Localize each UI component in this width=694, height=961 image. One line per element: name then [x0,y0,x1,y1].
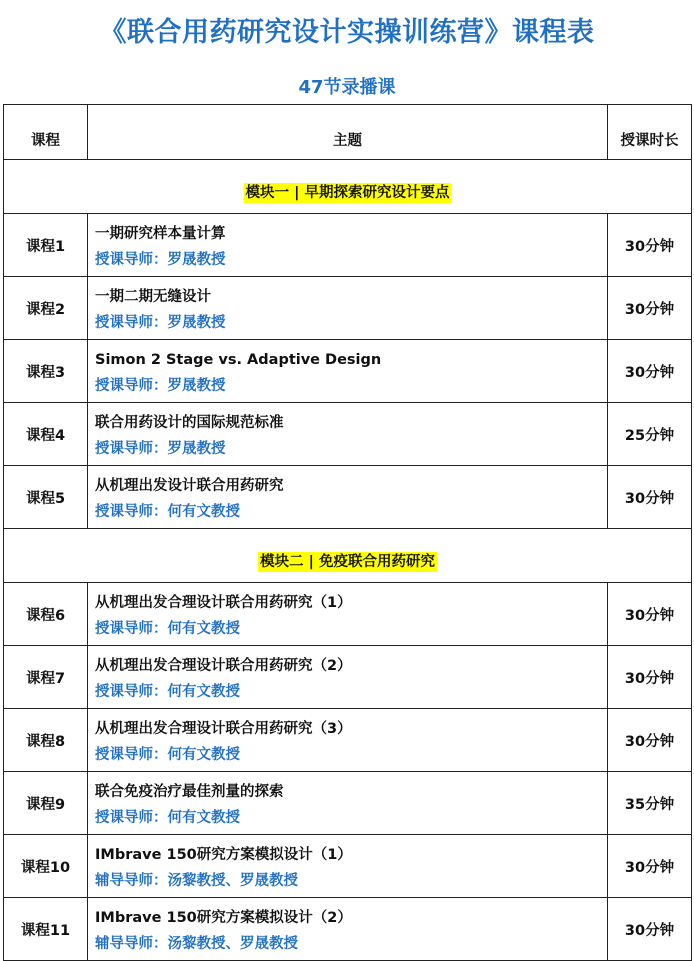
lesson-topic: 从机理出发合理设计联合用药研究（3） [95,721,352,737]
lesson-number: 课程2 [4,277,88,340]
page-title: 《联合用药研究设计实操训练营》课程表 [99,17,595,48]
lesson-duration: 35分钟 [608,772,692,835]
lesson-topic-cell [88,772,608,835]
lesson-teacher: 授课导师：何有文教授 [95,504,240,520]
table-row [4,403,692,466]
lesson-teacher: 授课导师：何有文教授 [95,684,240,700]
lesson-duration: 25分钟 [608,403,692,466]
lesson-topic-cell [88,466,608,529]
table-row [4,646,692,709]
lesson-teacher: 授课导师：罗晟教授 [95,252,226,268]
lesson-topic: Simon 2 Stage vs. Adaptive Design [95,352,382,368]
lesson-teacher: 授课导师：罗晟教授 [95,378,226,394]
table-row [4,583,692,646]
lesson-number: 课程9 [4,772,88,835]
lesson-number: 课程10 [4,835,88,898]
header-duration: 授课时长 [608,105,692,160]
lesson-teacher: 授课导师：何有文教授 [95,810,240,826]
table-header-row [4,105,692,160]
lesson-topic: 一期二期无缝设计 [95,289,211,305]
table-row [4,277,692,340]
schedule-table [3,104,692,961]
lesson-duration: 30分钟 [608,340,692,403]
lesson-topic: 从机理出发合理设计联合用药研究（2） [95,658,352,674]
lesson-number: 课程7 [4,646,88,709]
lesson-teacher: 授课导师：何有文教授 [95,747,240,763]
lesson-number: 课程4 [4,403,88,466]
lesson-teacher: 授课导师：何有文教授 [95,621,240,637]
lesson-topic: 从机理出发合理设计联合用药研究（1） [95,595,352,611]
lesson-topic-cell [88,583,608,646]
lesson-duration: 30分钟 [608,898,692,961]
header-lesson: 课程 [4,105,88,160]
lesson-teacher: 辅导导师：汤黎教授、罗晟教授 [95,873,298,889]
lesson-duration: 30分钟 [608,466,692,529]
table-row [4,898,692,961]
lesson-duration: 30分钟 [608,277,692,340]
lesson-topic-cell [88,835,608,898]
lesson-teacher: 授课导师：罗晟教授 [95,441,226,457]
header-topic: 主题 [88,105,608,160]
module-row [4,160,692,214]
module-title: 模块一 | 早期探索研究设计要点 [245,185,450,201]
lesson-number: 课程3 [4,340,88,403]
lesson-number: 课程6 [4,583,88,646]
lesson-topic: IMbrave 150研究方案模拟设计（2） [95,910,352,926]
module-cell [4,529,692,583]
lesson-topic-cell [88,646,608,709]
lesson-topic-cell [88,214,608,277]
table-row [4,466,692,529]
lesson-teacher: 授课导师：罗晟教授 [95,315,226,331]
lesson-topic-cell [88,403,608,466]
table-row [4,340,692,403]
module-cell [4,160,692,214]
table-row [4,214,692,277]
lesson-duration: 30分钟 [608,646,692,709]
table-row [4,835,692,898]
lesson-topic: 联合用药设计的国际规范标准 [95,415,284,431]
lesson-topic-cell [88,340,608,403]
module-row [4,529,692,583]
lesson-topic: 一期研究样本量计算 [95,226,226,242]
lesson-topic: IMbrave 150研究方案模拟设计（1） [95,847,352,863]
lesson-topic: 联合免疫治疗最佳剂量的探索 [95,784,284,800]
lesson-number: 课程1 [4,214,88,277]
table-row [4,709,692,772]
module-title: 模块二 | 免疫联合用药研究 [260,554,435,570]
lesson-number: 课程11 [4,898,88,961]
lesson-number: 课程5 [4,466,88,529]
lesson-number: 课程8 [4,709,88,772]
lesson-duration: 30分钟 [608,214,692,277]
lesson-teacher: 辅导导师：汤黎教授、罗晟教授 [95,936,298,952]
lesson-duration: 30分钟 [608,835,692,898]
lesson-topic-cell [88,277,608,340]
lesson-topic: 从机理出发设计联合用药研究 [95,478,284,494]
lesson-duration: 30分钟 [608,583,692,646]
lesson-topic-cell [88,709,608,772]
table-row [4,772,692,835]
lesson-duration: 30分钟 [608,709,692,772]
page-subtitle: 47节录播课 [298,77,396,98]
lesson-topic-cell [88,898,608,961]
